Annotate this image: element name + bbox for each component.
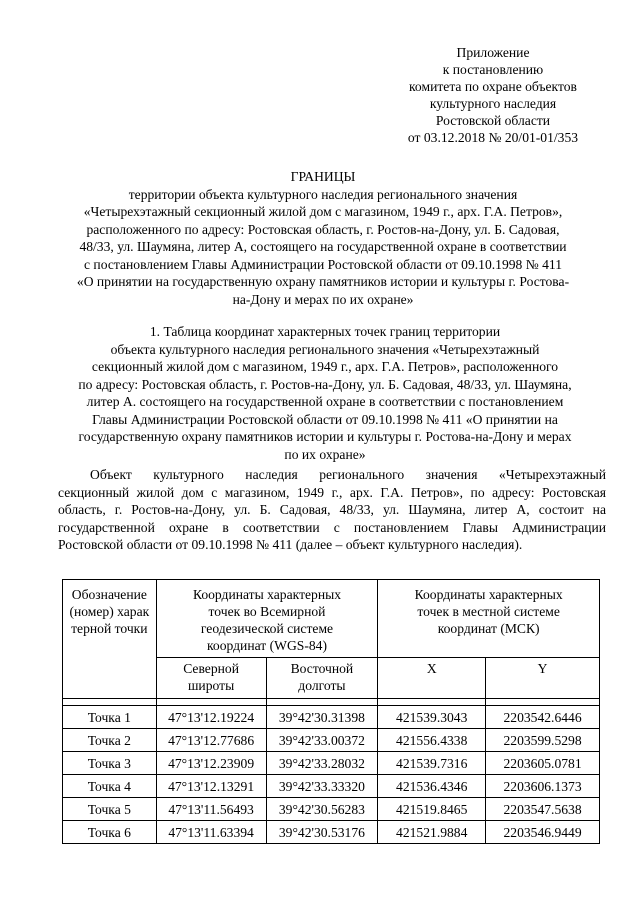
cell-lon: 39°42'33.00372 — [266, 729, 378, 752]
header-x: X — [378, 658, 486, 699]
appendix-block — [380, 44, 606, 146]
caption-line: по адресу: Ростовская область, г. Ростов-на-Дону, ул. Б. Садовая, 48/33, ул. Шаумяна, — [78, 376, 572, 392]
title-line: на-Дону и мерах по их охране» — [232, 291, 414, 307]
document-title — [40, 168, 606, 308]
table-spacer-row — [63, 699, 600, 706]
cell-point: Точка 3 — [63, 752, 157, 775]
table-row — [63, 752, 600, 775]
cell-y: 2203605.0781 — [486, 752, 600, 775]
cell-x: 421521.9884 — [378, 821, 486, 844]
paragraph-line: секционный жилой дом с магазином, 1949 г., арх. Г.А. Петров», по адресу: Ростовская — [58, 484, 606, 500]
cell-lon: 39°42'30.53176 — [266, 821, 378, 844]
appendix-line: от 03.12.2018 № 20/01-01/353 — [407, 130, 579, 145]
title-line: территории объекта культурного наследия регионального значения — [128, 186, 518, 202]
header-lon: Восточной долготы — [266, 658, 378, 699]
cell-y: 2203606.1373 — [486, 775, 600, 798]
paragraph-line: Ростовской области от 09.10.1998 № 411 (далее – объект культурного наследия). — [58, 537, 523, 552]
cell-point: Точка 2 — [63, 729, 157, 752]
header-msk: Координаты характерных точек в местной системе координат (МСК) — [378, 580, 600, 658]
caption-line: литер А. состоящего на государственной охране в соответствии с постановлением — [86, 394, 564, 409]
title-line: 48/33, ул. Шаумяна, литер А, состоящего на государственной охране в соответствии — [79, 239, 567, 254]
appendix-line: к постановлению — [442, 62, 544, 77]
table-row — [63, 821, 600, 844]
cell-lat: 47°13'11.56493 — [156, 798, 266, 821]
title-line: расположенного по адресу: Ростовская область, г. Ростов-на-Дону, ул. Б. Садовая, — [86, 221, 560, 237]
appendix-line: культурного наследия — [429, 96, 557, 111]
cell-lat: 47°13'12.23909 — [156, 752, 266, 775]
cell-lon: 39°42'33.28032 — [266, 752, 378, 775]
cell-lat: 47°13'11.63394 — [156, 821, 266, 844]
caption-line: секционный жилой дом с магазином, 1949 г., арх. Г.А. Петров», расположенного — [91, 359, 559, 374]
paragraph-line: область, г. Ростов-на-Дону, ул. Б. Садовая, 48/33, ул. Шаумяна, литер А, состоит на — [58, 502, 606, 517]
cell-y: 2203542.6446 — [486, 706, 600, 729]
cell-x: 421539.3043 — [378, 706, 486, 729]
header-wgs: Координаты характерных точек во Всемирной геодезической системе координат (WGS-84) — [156, 580, 378, 658]
cell-point: Точка 1 — [63, 706, 157, 729]
cell-x: 421539.7316 — [378, 752, 486, 775]
caption-line: объекта культурного наследия регионального значения «Четырехэтажный — [110, 341, 540, 357]
table-caption — [52, 323, 598, 463]
header-y: Y — [486, 658, 600, 699]
paragraph-line: Объект культурного наследия регионального значения «Четырехэтажный — [90, 467, 606, 482]
cell-lat: 47°13'12.77686 — [156, 729, 266, 752]
coordinates-table — [62, 579, 600, 844]
header-point: Обозначение (номер) характерной точки — [63, 580, 157, 699]
title-line: «Четырехэтажный секционный жилой дом с магазином, 1949 г., арх. Г.А. Петров», — [83, 204, 563, 219]
cell-x: 421536.4346 — [378, 775, 486, 798]
cell-lon: 39°42'33.33320 — [266, 775, 378, 798]
cell-y: 2203547.5638 — [486, 798, 600, 821]
paragraph-line: государственной охране в соответствии с постановлением Главы Администрации — [58, 519, 606, 535]
appendix-line: комитета по охране объектов — [409, 79, 577, 94]
cell-lat: 47°13'12.13291 — [156, 775, 266, 798]
cell-point: Точка 4 — [63, 775, 157, 798]
title-line: с постановлением Главы Администрации Ростовской области от 09.10.1998 № 411 — [83, 256, 562, 272]
cell-lat: 47°13'12.19224 — [156, 706, 266, 729]
cell-y: 2203599.5298 — [486, 729, 600, 752]
title-line: «О принятии на государственную охрану памятников истории и культуры г. Ростова- — [76, 274, 570, 289]
title-heading: ГРАНИЦЫ — [290, 169, 356, 184]
cell-y: 2203546.9449 — [486, 821, 600, 844]
table-row — [63, 798, 600, 821]
appendix-line: Ростовской области — [435, 113, 551, 128]
caption-line: 1. Таблица координат характерных точек границ территории — [149, 324, 501, 339]
table-row — [63, 775, 600, 798]
cell-point: Точка 5 — [63, 798, 157, 821]
caption-line: по их охране» — [284, 446, 366, 462]
caption-line: Главы Администрации Ростовской области от 09.10.1998 № 411 «О принятии на — [92, 411, 558, 427]
table-row — [63, 729, 600, 752]
cell-lon: 39°42'30.56283 — [266, 798, 378, 821]
cell-x: 421519.8465 — [378, 798, 486, 821]
cell-point: Точка 6 — [63, 821, 157, 844]
table-header-row — [63, 580, 600, 658]
table-row — [63, 706, 600, 729]
header-lat: Северной широты — [156, 658, 266, 699]
object-description — [58, 466, 606, 554]
appendix-line: Приложение — [456, 45, 530, 60]
cell-x: 421556.4338 — [378, 729, 486, 752]
caption-line: государственную охрану памятников истории и культуры г. Ростова-на-Дону и мерах — [78, 429, 572, 444]
cell-lon: 39°42'30.31398 — [266, 706, 378, 729]
